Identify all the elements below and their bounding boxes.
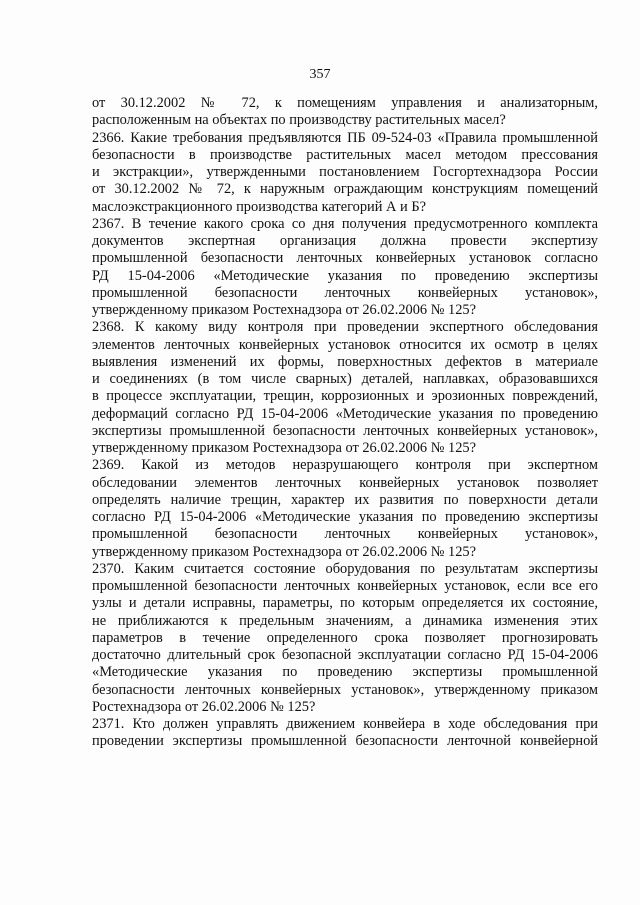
text-line: утвержденному приказом Ростехнадзора от 26.02.2006 № 125? xyxy=(92,440,477,456)
document-body xyxy=(92,95,598,751)
text-line: 2366. Какие требования предъявляются ПБ 09-524-03 «Правила промышленной xyxy=(92,129,598,146)
text-line: безопасности ленточных конвейерных установок», утвержденному приказом xyxy=(92,681,598,698)
text-line: проведении экспертизы промышленной безопасности ленточной конвейерной xyxy=(92,733,598,750)
text-line: определять наличие трещин, характер их развития по поверхности детали xyxy=(92,491,598,508)
text-line: утвержденному приказом Ростехнадзора от 26.02.2006 № 125? xyxy=(92,543,477,560)
text-line: выявления изменений их формы, поверхностных дефектов в материале xyxy=(92,353,598,370)
text-line: промышленной безопасности ленточных конвейерных установок, если все его xyxy=(92,578,598,594)
text-line: промышленной безопасности ленточных конвейерных установок», xyxy=(92,284,598,301)
text-line: 2370. Каким считается состояние оборудования по результатам экспертизы xyxy=(92,560,598,577)
text-line: от 30.12.2002 № 72, к помещениям управления и анализаторным, xyxy=(92,95,598,111)
text-line: документов экспертная организация должна провести экспертизу xyxy=(92,233,598,249)
text-line: 2369. Какой из методов неразрушающего контроля при экспертном xyxy=(92,457,598,474)
text-line: промышленной безопасности ленточных конвейерных установок», xyxy=(92,526,598,543)
text-line: маслоэкстракционного производства категорий А и Б? xyxy=(92,198,426,215)
text-line: промышленной безопасности ленточных конвейерных установок согласно xyxy=(92,250,598,267)
text-line: в процессе эксплуатации, трещин, коррозионных и эрозионных повреждений, xyxy=(92,388,598,405)
text-line: узлы и детали исправны, параметры, по которым определяется их состояние, xyxy=(92,595,598,612)
text-line: и соединениях (в том числе сварных) деталей, наплавках, образовавшихся xyxy=(92,371,598,387)
text-line: 2368. К какому виду контроля при проведении экспертного обследования xyxy=(92,319,598,336)
text-line: «Методические указания по проведению экспертизы промышленной xyxy=(92,664,598,681)
text-line: параметров в течение определенного срока позволяет прогнозировать xyxy=(92,629,598,646)
page-number: 357 xyxy=(309,67,331,82)
text-line: от 30.12.2002 № 72, к наружным ограждающим конструкциям помещений xyxy=(92,181,598,198)
text-line: экспертизы промышленной безопасности ленточных конвейерных установок», xyxy=(92,422,598,439)
text-line: достаточно длительный срок безопасной эксплуатации согласно РД 15-04-2006 xyxy=(92,647,598,663)
text-line: элементов ленточных конвейерных установок относится их осмотр в целях xyxy=(92,336,598,353)
text-line: не приближаются к предельным значениям, а динамика изменения этих xyxy=(92,612,598,629)
text-line: утвержденному приказом Ростехнадзора от 26.02.2006 № 125? xyxy=(92,302,477,318)
text-line: и экстракции», утвержденными постановлением Госгортехнадзора России xyxy=(92,164,598,180)
text-line: обследовании элементов ленточных конвейерных установок позволяет xyxy=(92,474,598,491)
text-line: деформаций согласно РД 15-04-2006 «Методические указания по проведению xyxy=(92,405,598,422)
text-line: Ростехнадзора от 26.02.2006 № 125? xyxy=(92,698,316,715)
text-line: 2371. Кто должен управлять движением конвейера в ходе обследования при xyxy=(92,716,598,732)
text-line: РД 15-04-2006 «Методические указания по проведению экспертизы xyxy=(92,267,598,284)
text-line: 2367. В течение какого срока со дня получения предусмотренного комплекта xyxy=(92,215,598,232)
text-line: расположенным на объектах по производству растительных масел? xyxy=(92,112,506,129)
text-line: согласно РД 15-04-2006 «Методические указания по проведению экспертизы xyxy=(92,509,598,525)
text-line: безопасности в производстве растительных масел методом прессования xyxy=(92,146,598,163)
